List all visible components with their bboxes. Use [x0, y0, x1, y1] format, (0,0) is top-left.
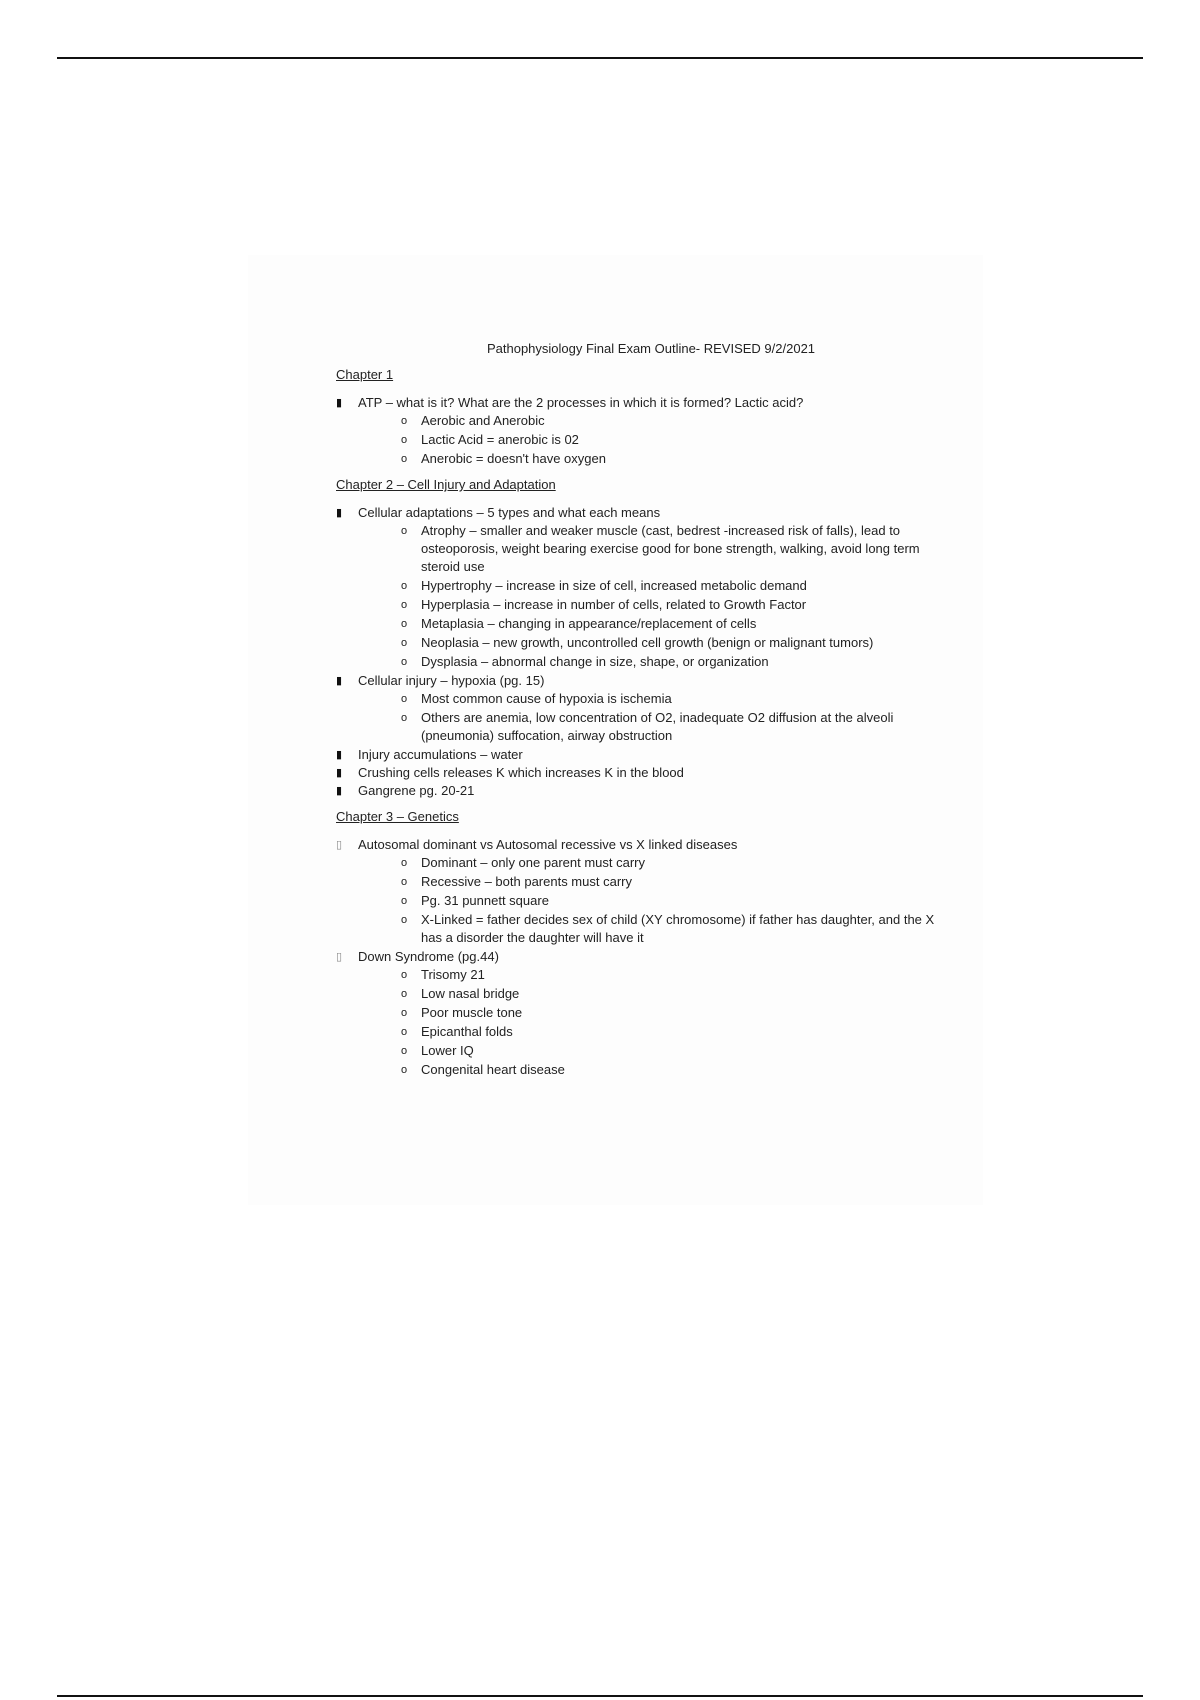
- bullet-icon: ▮: [336, 507, 343, 519]
- sub-item-text: Dysplasia – abnormal change in size, shape, or organization: [421, 654, 769, 669]
- sub-list: [358, 854, 936, 947]
- document-title: Pathophysiology Final Exam Outline- REVISED 9/2/2021: [486, 341, 816, 356]
- chapter-1-list: [336, 394, 936, 468]
- sub-item-text: Trisomy 21: [421, 967, 485, 982]
- sub-list-item: [401, 1004, 936, 1022]
- sub-list: [358, 966, 936, 1079]
- circle-bullet-icon: o: [401, 1045, 408, 1057]
- sub-item-text: Lactic Acid = anerobic is 02: [421, 432, 579, 447]
- sub-list-item: [401, 522, 936, 576]
- circle-bullet-icon: o: [401, 525, 408, 537]
- sub-list-item: [401, 1023, 936, 1041]
- circle-bullet-icon: o: [401, 1007, 408, 1019]
- circle-bullet-icon: o: [401, 1026, 408, 1038]
- bullet-icon: ▮: [336, 749, 343, 761]
- sub-list-item: [401, 615, 936, 633]
- circle-bullet-icon: o: [401, 618, 408, 630]
- sub-item-text: Poor muscle tone: [421, 1005, 523, 1020]
- bullet-icon: ▮: [336, 767, 343, 779]
- circle-bullet-icon: o: [401, 656, 408, 668]
- circle-bullet-icon: o: [401, 693, 408, 705]
- chapter-2-list: [336, 504, 936, 800]
- circle-bullet-icon: o: [401, 434, 408, 446]
- sub-list-item: [401, 1042, 936, 1060]
- bottom-rule: [57, 1695, 1143, 1697]
- sub-item-text: Others are anemia, low concentration of O2, inadequate O2 diffusion at the alveoli (pneumonia) suffocation, airway obstruction: [421, 710, 894, 743]
- sub-item-text: Epicanthal folds: [421, 1024, 513, 1039]
- circle-bullet-icon: o: [401, 969, 408, 981]
- sub-list-item: [401, 412, 936, 430]
- sub-item-text: Aerobic and Anerobic: [421, 413, 545, 428]
- list-item-text: Injury accumulations – water: [358, 747, 523, 762]
- sub-item-text: Atrophy – smaller and weaker muscle (cast, bedrest -increased risk of falls), lead to osteoporosis, weight bearing exercise good for bone strength, walking, avoid long term steroid use: [421, 523, 920, 574]
- circle-bullet-icon: o: [401, 857, 408, 869]
- circle-bullet-icon: o: [401, 453, 408, 465]
- list-item: [336, 394, 936, 468]
- sub-item-text: Hyperplasia – increase in number of cells, related to Growth Factor: [421, 597, 807, 612]
- sub-item-text: Neoplasia – new growth, uncontrolled cell growth (benign or malignant tumors): [421, 635, 874, 650]
- list-item-text: Autosomal dominant vs Autosomal recessive vs X linked diseases: [358, 837, 738, 852]
- sub-item-text: Low nasal bridge: [421, 986, 520, 1001]
- circle-bullet-icon: o: [401, 580, 408, 592]
- list-item: [336, 836, 936, 947]
- sub-list-item: [401, 966, 936, 984]
- sub-list-item: [401, 450, 936, 468]
- list-item: [336, 948, 936, 1079]
- sub-item-text: Dominant – only one parent must carry: [421, 855, 645, 870]
- sub-item-text: Anerobic = doesn't have oxygen: [421, 451, 606, 466]
- sub-list-item: [401, 854, 936, 872]
- circle-bullet-icon: o: [401, 712, 408, 724]
- top-rule: [57, 57, 1143, 59]
- circle-bullet-icon: o: [401, 876, 408, 888]
- sub-item-text: Congenital heart disease: [421, 1062, 565, 1077]
- list-item-text: Cellular injury – hypoxia (pg. 15): [358, 673, 545, 688]
- sub-list: [358, 412, 936, 468]
- sub-item-text: Lower IQ: [421, 1043, 474, 1058]
- sub-item-text: Metaplasia – changing in appearance/replacement of cells: [421, 616, 757, 631]
- sub-list-item: [401, 634, 936, 652]
- bullet-icon: ▯: [336, 951, 343, 963]
- list-item-text: Cellular adaptations – 5 types and what each means: [358, 505, 661, 520]
- sub-list-item: [401, 911, 936, 947]
- circle-bullet-icon: o: [401, 415, 408, 427]
- bullet-icon: ▯: [336, 839, 343, 851]
- sub-list-item: [401, 892, 936, 910]
- sub-list-item: [401, 653, 936, 671]
- sub-list: [358, 690, 936, 745]
- sub-list-item: [401, 577, 936, 595]
- chapter-3-heading: Chapter 3 – Genetics: [336, 809, 459, 824]
- list-item: [336, 782, 936, 800]
- list-item: [336, 746, 936, 764]
- sub-list-item: [401, 690, 936, 708]
- sub-item-text: Most common cause of hypoxia is ischemia: [421, 691, 672, 706]
- chapter-3-list: [336, 836, 936, 1079]
- list-item-text: Crushing cells releases K which increases K in the blood: [358, 765, 684, 780]
- list-item: [336, 504, 936, 671]
- chapter-1-heading: Chapter 1: [336, 367, 394, 382]
- sub-list-item: [401, 873, 936, 891]
- sub-item-text: X-Linked = father decides sex of child (XY chromosome) if father has daughter, and the X has a disorder the daughter will have it: [421, 912, 935, 945]
- circle-bullet-icon: o: [401, 1064, 408, 1076]
- sub-list: [358, 522, 936, 671]
- circle-bullet-icon: o: [401, 914, 408, 926]
- sub-list-item: [401, 1061, 936, 1079]
- chapter-2-heading: Chapter 2 – Cell Injury and Adaptation: [336, 477, 556, 492]
- bullet-icon: ▮: [336, 397, 343, 409]
- circle-bullet-icon: o: [401, 988, 408, 1000]
- list-item: [336, 672, 936, 745]
- list-item-text: Down Syndrome (pg.44): [358, 949, 499, 964]
- circle-bullet-icon: o: [401, 599, 408, 611]
- sub-item-text: Hypertrophy – increase in size of cell, increased metabolic demand: [421, 578, 807, 593]
- sub-list-item: [401, 985, 936, 1003]
- sub-item-text: Pg. 31 punnett square: [421, 893, 549, 908]
- circle-bullet-icon: o: [401, 637, 408, 649]
- document-content: [336, 340, 936, 1087]
- list-item-text: Gangrene pg. 20-21: [358, 783, 475, 798]
- bullet-icon: ▮: [336, 675, 343, 687]
- sub-list-item: [401, 709, 936, 745]
- bullet-icon: ▮: [336, 785, 343, 797]
- sub-list-item: [401, 431, 936, 449]
- list-item-text: ATP – what is it? What are the 2 processes in which it is formed? Lactic acid?: [358, 395, 804, 410]
- sub-list-item: [401, 596, 936, 614]
- list-item: [336, 764, 936, 782]
- sub-item-text: Recessive – both parents must carry: [421, 874, 632, 889]
- circle-bullet-icon: o: [401, 895, 408, 907]
